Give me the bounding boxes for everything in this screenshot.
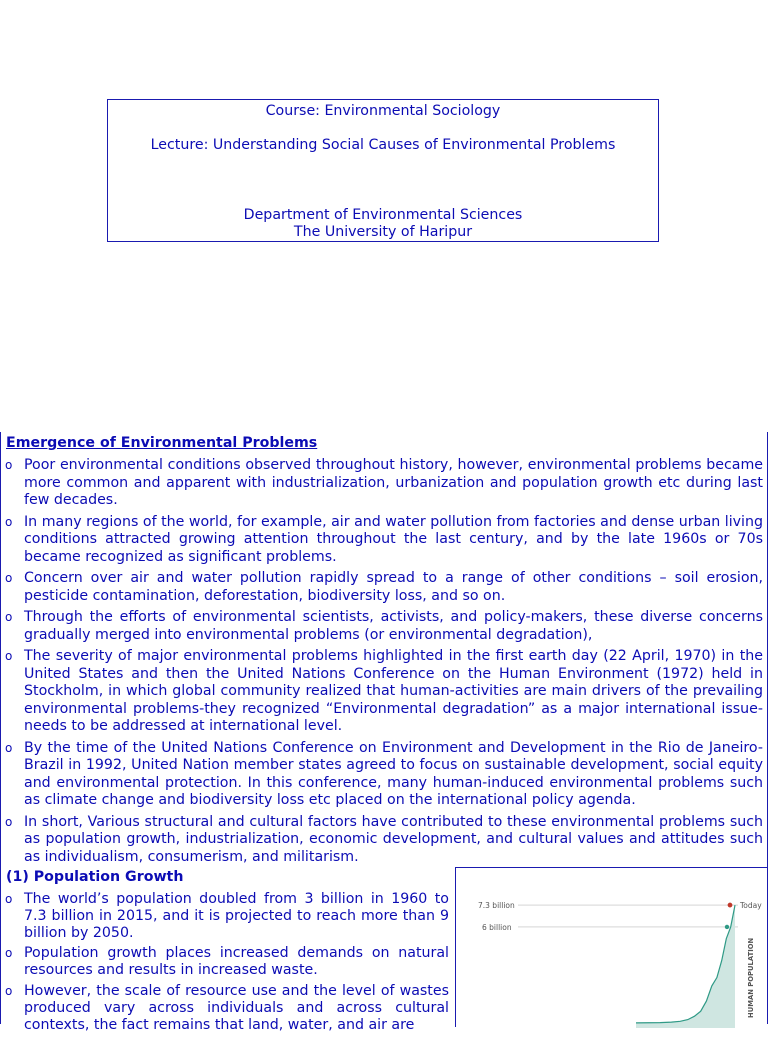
bullet-text: By the time of the United Nations Conference on Environment and Development in the Rio de Janeiro-Brazil in 1992, United Nation member states agreed to focus on sustainable development, social equity and environmental protection. In this conference, many human-induced environmental problems such as climate change and biodiversity loss etc placed on the international policy agenda.: [24, 739, 763, 808]
list-item: [5, 814, 763, 867]
population-chart: [455, 867, 767, 1027]
bullet-text: The severity of major environmental problems highlighted in the first earth day (22 April, 1970) in the United States and then the United Nations Conference on the Human Environment (1972) held in Stockholm, in which global community realized that human-activities are main drivers of the prevailing environmental problems-they recognized “Environmental degradation” as a major international issue-needs to be addressed at international level.: [24, 648, 763, 734]
lecture-title: Lecture: Understanding Social Causes of Environmental Problems: [150, 137, 616, 153]
bullet-icon: o: [5, 814, 13, 829]
bullet-text: Concern over air and water pollution rapidly spread to a range of other conditions – soil erosion, pesticide contamination, deforestation, biodiversity loss, and so on.: [24, 570, 763, 604]
list-item: [5, 609, 763, 644]
list-item: [5, 514, 763, 567]
bullet-text: Population growth places increased demands on natural resources and results in increased waste.: [24, 945, 449, 979]
bullet-icon: o: [5, 571, 13, 585]
bullet-icon: o: [5, 892, 13, 906]
y-axis-label: HUMAN POPULATION: [747, 937, 755, 1018]
title-box: [107, 99, 659, 242]
bullet-text: In many regions of the world, for example, air and water pollution from factories and dense urban living conditions attracted growing attention throughout the last century, and by the late 1960s or 70s became recognized as significant problems.: [24, 513, 763, 565]
bullet-text: However, the scale of resource use and the level of wastes produced vary across individuals and across cultural contexts, the fact remains that land, water, and air are: [24, 982, 449, 1033]
bullet-text: In short, Various structural and cultural factors have contributed to these environmental problems such as population growth, industrialization, economic development, and cultural values and attitudes such as individualism, consumerism, and militarism.: [24, 813, 763, 865]
list-item: [5, 570, 763, 605]
list-item: [5, 983, 449, 1033]
list-item: [5, 648, 763, 736]
department-name: Department of Environmental Sciences: [243, 207, 523, 223]
point-today: [728, 903, 733, 908]
bullet-text: Poor environmental conditions observed throughout history, however, environmental problems became more common and apparent with industrialization, urbanization and population growth etc during last few decades.: [24, 457, 763, 508]
bullet-icon: o: [5, 514, 13, 529]
population-bullet-list: [5, 891, 449, 1037]
university-name: The University of Haripur: [293, 224, 473, 240]
content-slide: [0, 432, 768, 1033]
population-growth-heading: (1) Population Growth: [6, 869, 184, 885]
annotation-label-7-3-billion: 7.3 billion: [478, 901, 515, 911]
point-6-billion: [725, 925, 729, 929]
bullet-icon: o: [5, 649, 13, 663]
list-item: [5, 457, 763, 510]
bullet-icon: o: [5, 983, 13, 998]
bullet-text: Through the efforts of environmental scientists, activists, and policy-makers, these diverse concerns gradually merged into environmental problems (or environmental degradation),: [24, 609, 763, 643]
annotation-label-6-billion: 6 billion: [482, 922, 512, 932]
list-item: [5, 891, 449, 941]
section-bullet-list: [5, 457, 763, 870]
today-label: Today: [740, 901, 762, 911]
bullet-icon: o: [5, 458, 13, 472]
population-chart-svg: [456, 868, 768, 1028]
bullet-text: The world’s population doubled from 3 billion in 1960 to 7.3 billion in 2015, and it is projected to reach more than 9 billion by 2050.: [24, 891, 449, 941]
list-item: [5, 740, 763, 810]
bullet-icon: o: [5, 946, 13, 961]
list-item: [5, 945, 449, 979]
section-heading: Emergence of Environmental Problems: [6, 435, 318, 451]
course-title: Course: Environmental Sociology: [265, 103, 501, 119]
bullet-icon: o: [5, 610, 13, 624]
bullet-icon: o: [5, 740, 13, 755]
